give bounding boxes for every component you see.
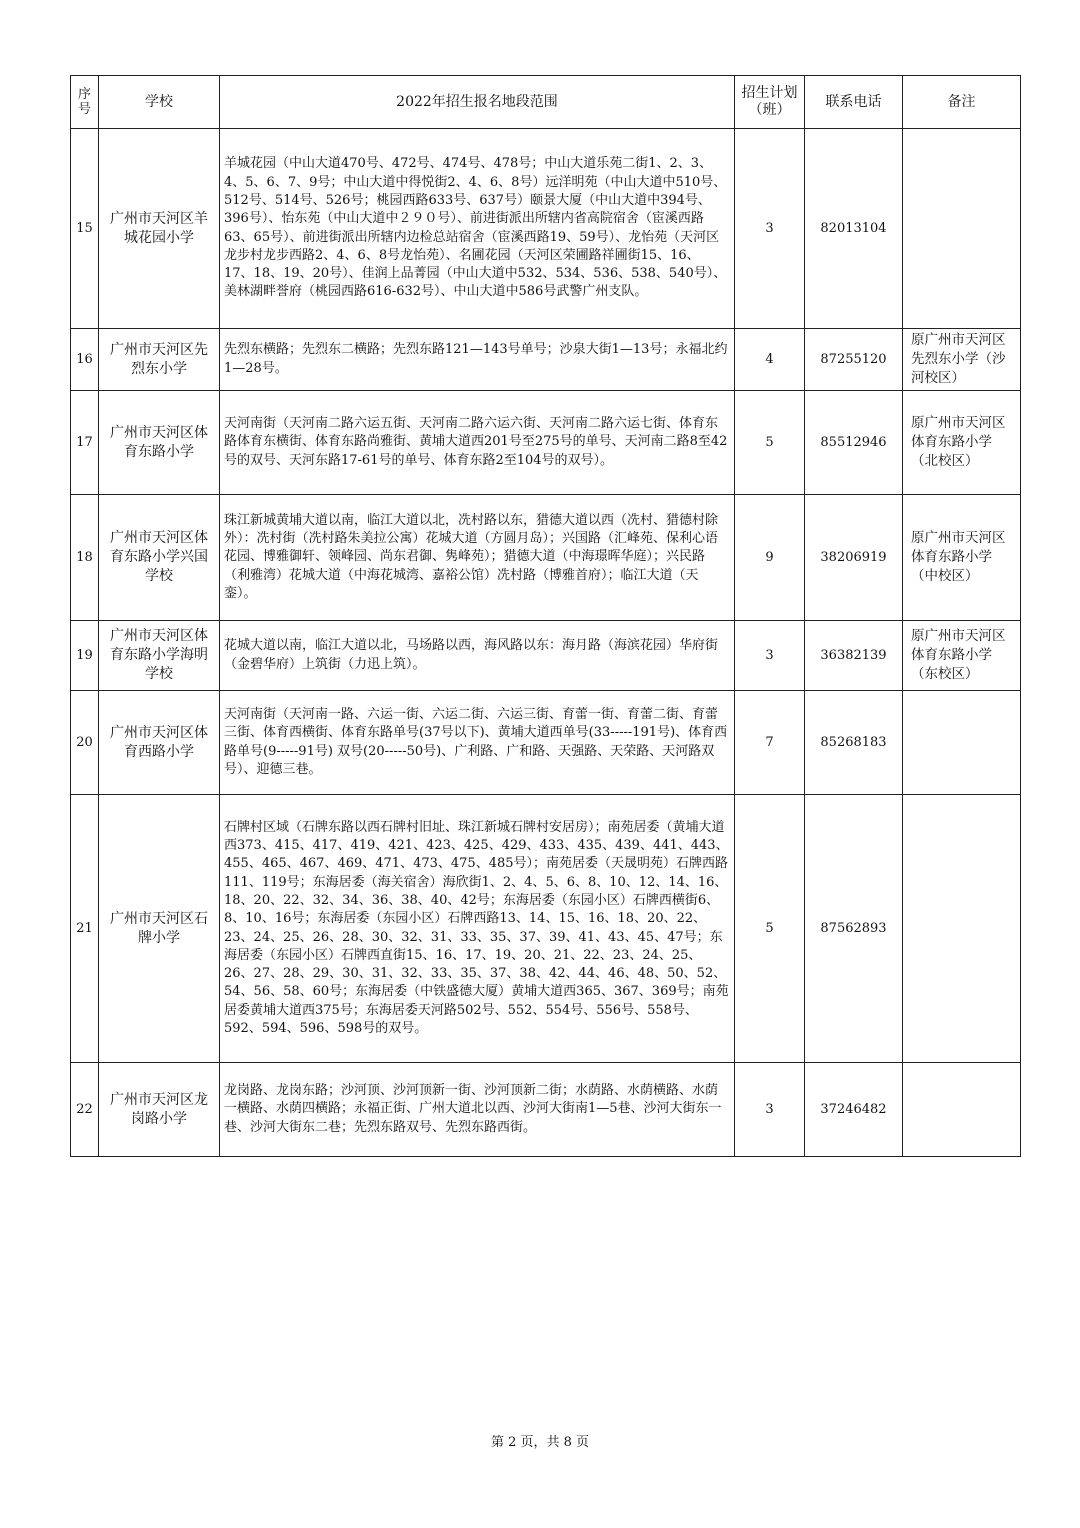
- row-range: 花城大道以南，临江大道以北，马场路以西，海风路以东：海月路（海滨花园）华府街（金碧华府）上筑街（力迅上筑）。: [220, 621, 735, 691]
- row-school: 广州市天河区体育东路小学海明学校: [99, 621, 220, 691]
- header-phone: 联系电话: [805, 76, 903, 129]
- row-school: 广州市天河区体育西路小学: [99, 691, 220, 795]
- row-note: 原广州市天河区体育东路小学（东校区）: [903, 621, 1021, 691]
- row-plan: 9: [735, 495, 805, 621]
- row-phone: 87255120: [805, 329, 903, 391]
- row-plan: 4: [735, 329, 805, 391]
- row-phone: 85268183: [805, 691, 903, 795]
- row-plan: 3: [735, 1063, 805, 1157]
- header-school: 学校: [99, 76, 220, 129]
- row-phone: 36382139: [805, 621, 903, 691]
- row-note: [903, 129, 1021, 329]
- row-plan: 7: [735, 691, 805, 795]
- row-index: 21: [71, 795, 99, 1063]
- row-plan: 3: [735, 621, 805, 691]
- row-phone: 37246482: [805, 1063, 903, 1157]
- row-index: 20: [71, 691, 99, 795]
- table-row: [71, 621, 1021, 691]
- row-phone: 87562893: [805, 795, 903, 1063]
- row-range: 石牌村区域（石牌东路以西石牌村旧址、珠江新城石牌村安居房）；南苑居委（黄埔大道西373、415、417、419、421、423、425、429、433、435、439、441、443、455、465、467、469、471、473、475、485号）；南苑居委（天晟明苑）石牌西路111、119号；东海居委（海关宿舍）海欣街1、2、4、5、6、8、10、12、14、16、18、20、22、32、34、36、38、40、42号；东海居委（东园小区）石牌西横街6、8、10、16号；东海居委（东园小区）石牌西路13、14、15、16、18、20、22、23、24、25、26、28、30、32、31、33、35、37、39、41、43、45、47号；东海居委（东园小区）石牌西直街15、16、17、19、20、21、22、23、24、25、26、27、28、29、30、31、32、33、35、37、38、42、44、46、48、50、52、54、56、58、60号；东海居委（中铁盛德大厦）黄埔大道西365、367、369号；南苑居委黄埔大道西375号；东海居委天河路502号、552、554号、556号、558号、592、594、596、598号的双号。: [220, 795, 735, 1063]
- row-index: 17: [71, 391, 99, 495]
- table-row: [71, 1063, 1021, 1157]
- table-row: [71, 391, 1021, 495]
- row-plan: 3: [735, 129, 805, 329]
- row-note: [903, 1063, 1021, 1157]
- row-note: 原广州市天河区体育东路小学（北校区）: [903, 391, 1021, 495]
- row-school: 广州市天河区羊城花园小学: [99, 129, 220, 329]
- row-note: [903, 795, 1021, 1063]
- header-note: 备注: [903, 76, 1021, 129]
- table-row: [71, 495, 1021, 621]
- row-range: 先烈东横路；先烈东二横路；先烈东路121—143号单号；沙泉大街1—13号；永福北约1—28号。: [220, 329, 735, 391]
- row-range: 羊城花园（中山大道470号、472号、474号、478号；中山大道乐苑二街1、2、3、4、5、6、7、9号；中山大道中得悦街2、4、6、8号）远洋明苑（中山大道中510号、512号、514号、526号；桃园西路633号、637号）颐景大厦（中山大道中394号、396号）、怡东苑（中山大道中２９０号）、前进街派出所辖内省高院宿舍（宦溪西路63、65号）、前进街派出所辖内边检总站宿舍（宦溪西路19、59号）、龙怡苑（天河区龙步村龙步西路2、4、6、8号龙怡苑）、名圃花园（天河区荣圃路祥圃街15、16、17、18、19、20号）、佳润上品菁园（中山大道中532、534、536、538、540号）、美林湖畔誉府（桃园西路616-632号）、中山大道中586号武警广州支队。: [220, 129, 735, 329]
- header-range: 2022年招生报名地段范围: [220, 76, 735, 129]
- row-range: 天河南街（天河南二路六运五街、天河南二路六运六街、天河南二路六运七街、体育东路体育东横街、体育东路尚雅街、黄埔大道西201号至275号的单号、天河南二路8至42号的双号、天河东路17-61号的单号、体育东路2至104号的双号）。: [220, 391, 735, 495]
- row-index: 15: [71, 129, 99, 329]
- row-note: 原广州市天河区先烈东小学（沙河校区）: [903, 329, 1021, 391]
- row-index: 18: [71, 495, 99, 621]
- row-phone: 85512946: [805, 391, 903, 495]
- page-footer: 第 2 页，共 8 页: [490, 1435, 590, 1450]
- row-school: 广州市天河区先烈东小学: [99, 329, 220, 391]
- row-index: 16: [71, 329, 99, 391]
- row-note: [903, 691, 1021, 795]
- row-index: 22: [71, 1063, 99, 1157]
- header-index: 序号: [71, 76, 99, 129]
- table-row: [71, 329, 1021, 391]
- admission-table-container: [70, 75, 1020, 1157]
- table-row: [71, 691, 1021, 795]
- row-plan: 5: [735, 391, 805, 495]
- table-row: [71, 795, 1021, 1063]
- row-school: 广州市天河区石牌小学: [99, 795, 220, 1063]
- row-school: 广州市天河区体育东路小学: [99, 391, 220, 495]
- row-plan: 5: [735, 795, 805, 1063]
- row-range: 龙岗路、龙岗东路；沙河顶、沙河顶新一街、沙河顶新二街；水荫路、水荫横路、水荫一横路、水荫四横路；永福正街、广州大道北以西、沙河大街南1—5巷、沙河大街东一巷、沙河大街东二巷；先烈东路双号、先烈东路西街。: [220, 1063, 735, 1157]
- row-school: 广州市天河区体育东路小学兴国学校: [99, 495, 220, 621]
- row-phone: 82013104: [805, 129, 903, 329]
- table-header-row: [71, 76, 1021, 129]
- row-phone: 38206919: [805, 495, 903, 621]
- row-school: 广州市天河区龙岗路小学: [99, 1063, 220, 1157]
- row-index: 19: [71, 621, 99, 691]
- header-plan: 招生计划（班）: [735, 76, 805, 129]
- row-note: 原广州市天河区体育东路小学（中校区）: [903, 495, 1021, 621]
- table-row: [71, 129, 1021, 329]
- row-range: 天河南街（天河南一路、六运一街、六运二街、六运三街、育蕾一街、育蕾二街、育蕾三街、体育西横街、体育东路单号(37号以下)、黄埔大道西单号(33-----191号)、体育西路单号(9-----91号) 双号(20-----50号)、广利路、广和路、天强路、天荣路、天河路双号）、迎德三巷。: [220, 691, 735, 795]
- admission-table: [70, 75, 1021, 1157]
- row-range: 珠江新城黄埔大道以南，临江大道以北，冼村路以东，猎德大道以西（冼村、猎德村除外）：冼村街（冼村路朱美拉公寓）花城大道（方圆月岛）；兴国路（汇峰苑、保利心语花园、博雅御轩、领峰园、尚东君御、隽峰苑）；猎德大道（中海璟晖华庭）；兴民路（利雅湾）花城大道（中海花城湾、嘉裕公馆）冼村路（博雅首府）；临江大道（天銮）。: [220, 495, 735, 621]
